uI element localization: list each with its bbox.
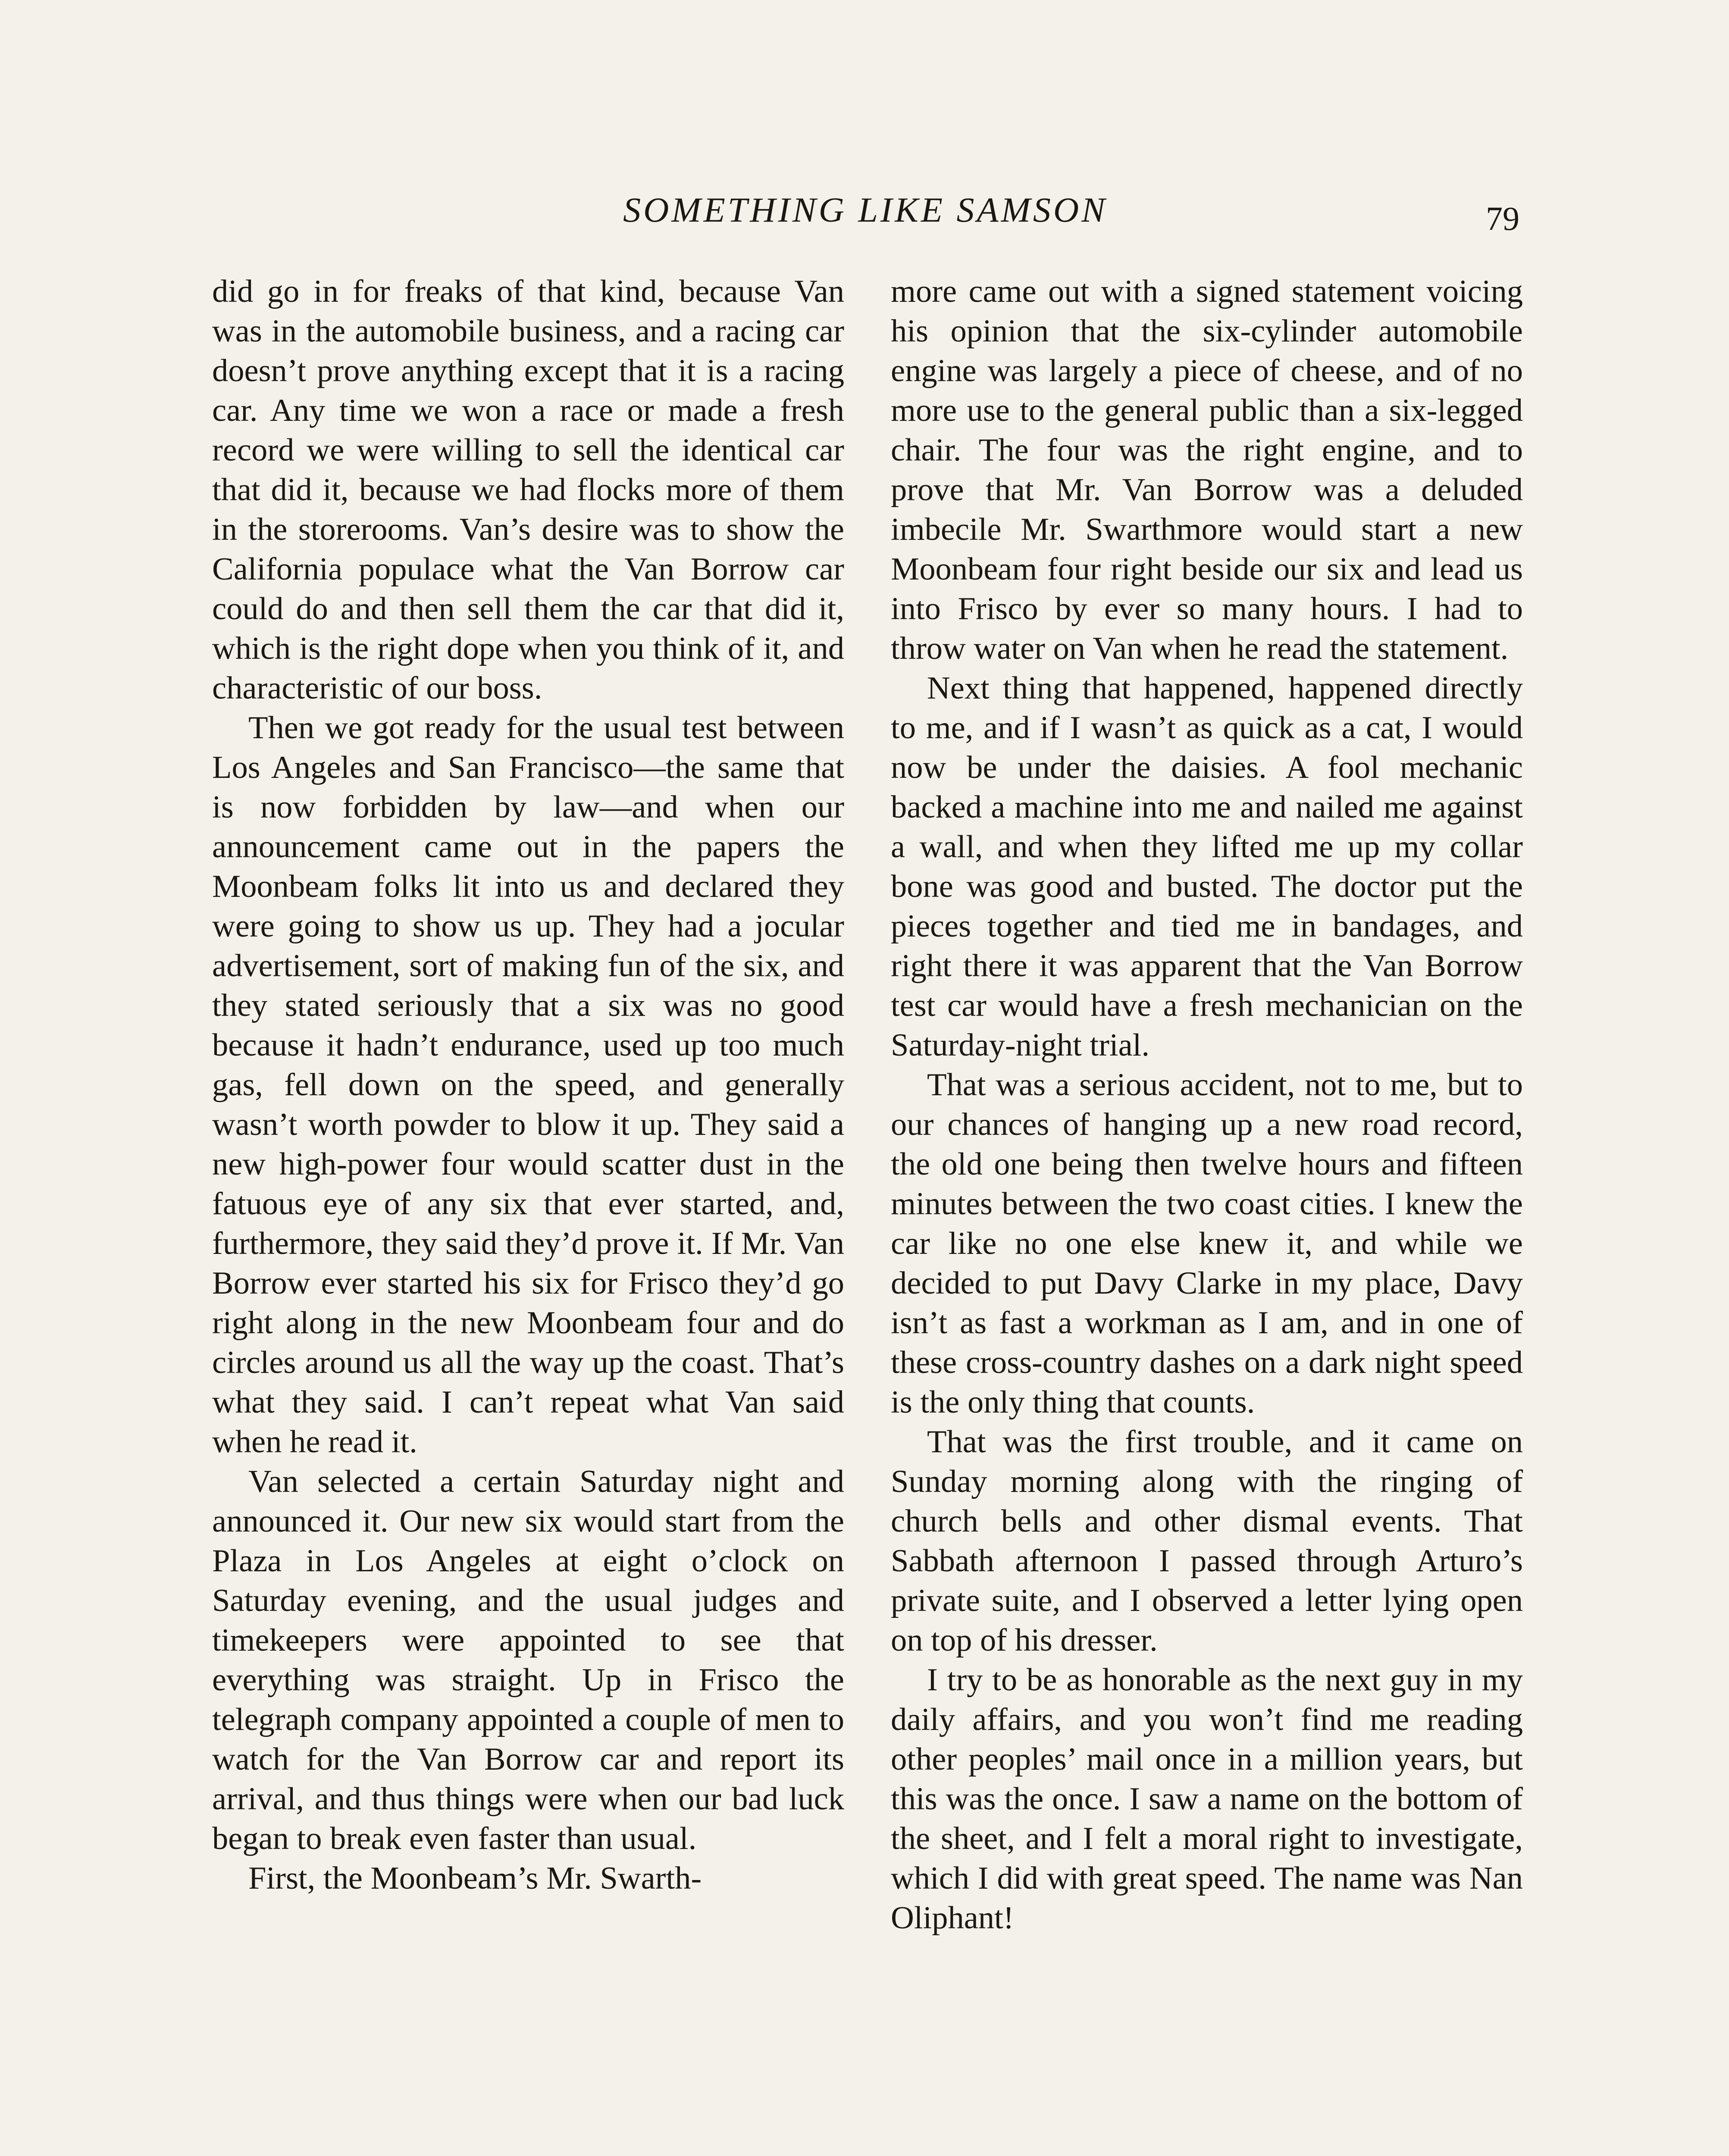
running-title: SOMETHING LIKE SAMSON xyxy=(623,190,1108,229)
left-text-column xyxy=(212,272,844,1898)
paragraph: First, the Moonbeam’s Mr. Swarth- xyxy=(248,1861,702,1896)
right-text-column xyxy=(891,272,1523,1938)
paragraph: That was the first trouble, and it came on Sunday morning along with the ringing of church bells and other dismal events. That Sabbath afternoon I passed through Arturo’s private suite, and I observed a letter lying open on top of his dresser. xyxy=(891,1424,1523,1658)
page-number: 79 xyxy=(1486,200,1519,237)
paragraph: Then we got ready for the usual test between Los Angeles and San Francisco—the same that is now forbidden by law—and when our announcement came out in the papers the Moonbeam folks lit into us and declared they were going to show us up. They had a jocular advertisement, sort of making fun of the six, and they stated seriously that a six was no good because it hadn’t endurance, used up too much gas, fell down on the speed, and generally wasn’t worth powder to blow it up. They said a new high-power four would scatter dust in the fatuous eye of any six that ever started, and, furthermore, they said they’d prove it. If Mr. Van Borrow ever started his six for Frisco they’d go right along in the new Moonbeam four and do circles around us all the way up the coast. That’s what they said. I can’t repeat what Van said when he read it. xyxy=(212,710,844,1460)
paragraph: That was a serious accident, not to me, but to our chances of hanging up a new road record, the old one being then twelve hours and fifteen minutes between the two coast cities. I knew the car like no one else knew it, and while we decided to put Davy Clarke in my place, Davy isn’t as fast a workman as I am, and in one of these cross-country dashes on a dark night speed is the only thing that counts. xyxy=(891,1067,1523,1420)
paragraph: Next thing that happened, happened directly to me, and if I wasn’t as quick as a cat, I would now be under the daisies. A fool mechanic backed a machine into me and nailed me against a wall, and when they lifted me up my collar bone was good and busted. The doctor put the pieces together and tied me in bandages, and right there it was apparent that the Van Borrow test car would have a fresh mechanician on the Saturday-night trial. xyxy=(891,671,1523,1063)
paragraph: Van selected a certain Saturday night and announced it. Our new six would start from the Plaza in Los Angeles at eight o’clock on Saturday evening, and the usual judges and timekeepers were appointed to see that everything was straight. Up in Frisco the telegraph company appointed a couple of men to watch for the Van Borrow car and report its arrival, and thus things were when our bad luck began to break even faster than usual. xyxy=(212,1464,844,1856)
paragraph: did go in for freaks of that kind, because Van was in the automobile business, and a racing car doesn’t prove anything except that it is a racing car. Any time we won a race or made a fresh record we were willing to sell the identical car that did it, because we had flocks more of them in the storerooms. Van’s desire was to show the California populace what the Van Borrow car could do and then sell them the car that did it, which is the right dope when you think of it, and characteristic of our boss. xyxy=(212,274,844,706)
paragraph: more came out with a signed statement voicing his opinion that the six-cylinder automobile engine was largely a piece of cheese, and of no more use to the general public than a six-legged chair. The four was the right engine, and to prove that Mr. Van Borrow was a deluded imbecile Mr. Swarthmore would start a new Moonbeam four right beside our six and lead us into Frisco by ever so many hours. I had to throw water on Van when he read the statement. xyxy=(891,274,1523,666)
paragraph: I try to be as honorable as the next guy in my daily affairs, and you won’t find me reading other peoples’ mail once in a million years, but this was the once. I saw a name on the bottom of the sheet, and I felt a moral right to investigate, which I did with great speed. The name was Nan Oliphant! xyxy=(891,1662,1523,1936)
